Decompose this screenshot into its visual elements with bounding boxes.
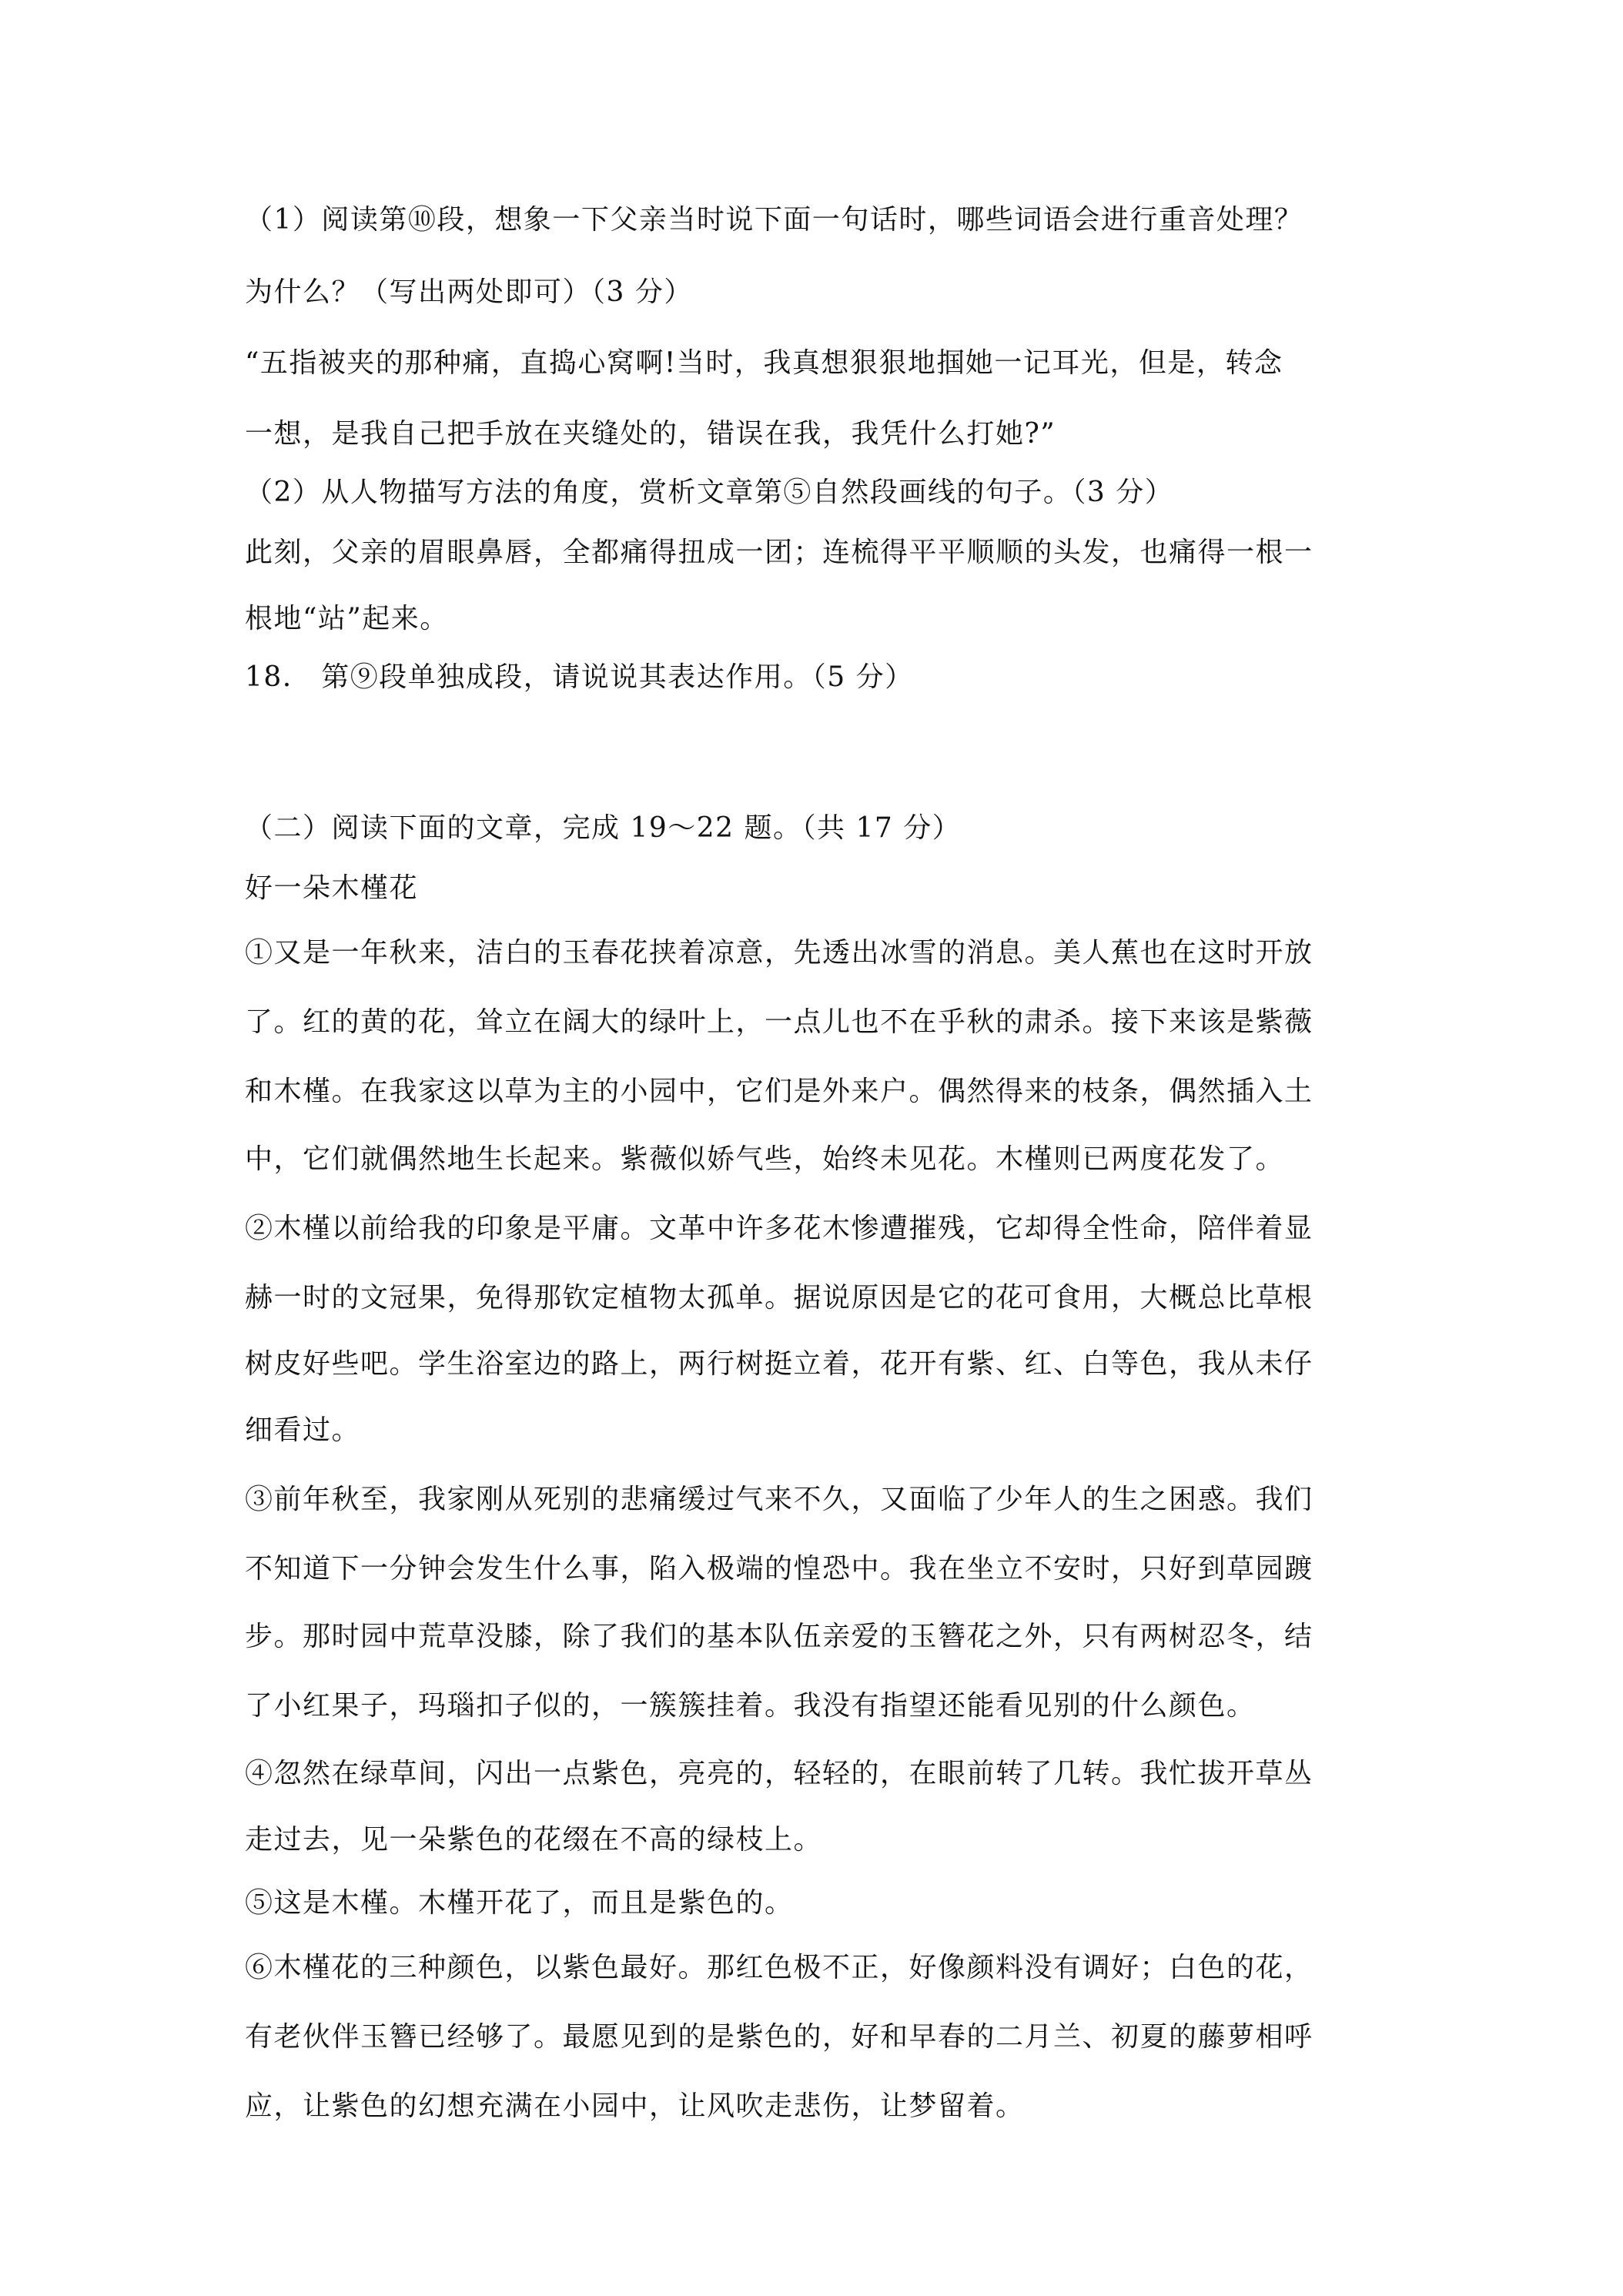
paragraph-line: 应，让紫色的幻想充满在小园中，让风吹走悲伤，让梦留着。 [245, 2090, 1025, 2122]
paragraph-line: 有老伙伴玉簪已经够了。最愿见到的是紫色的，好和早春的二月兰、初夏的藤萝相呼 [245, 2021, 1313, 2053]
paragraph-line: ③前年秋至，我家刚从死别的悲痛缓过气来不久，又面临了少年人的生之困惑。我们 [245, 1484, 1313, 1515]
paragraph-line: ①又是一年秋来，洁白的玉春花挟着凉意，先透出冰雪的消息。美人蕉也在这时开放 [245, 937, 1313, 969]
paragraph-line: 步。那时园中荒草没膝，除了我们的基本队伍亲爱的玉簪花之外，只有两树忍冬，结 [245, 1621, 1313, 1652]
paragraph-line: 树皮好些吧。学生浴室边的路上，两行树挺立着，花开有紫、红、白等色，我从未仔 [245, 1348, 1313, 1380]
paragraph-line: ②木槿以前给我的印象是平庸。文革中许多花木惨遭摧残，它却得全性命，陪伴着显 [245, 1213, 1313, 1244]
quote-line-cont: 一想，是我自己把手放在夹缝处的，错误在我，我凭什么打她?” [245, 418, 1056, 450]
sentence-line: 此刻，父亲的眉眼鼻唇，全都痛得扭成一团；连梳得平平顺顺的头发，也痛得一根一 [245, 537, 1313, 568]
paragraph-line: 了。红的黄的花，耸立在阔大的绿叶上，一点儿也不在乎秋的肃杀。接下来该是紫薇 [245, 1006, 1313, 1038]
quote-line: “五指被夹的那种痛，直捣心窝啊!当时，我真想狠狠地掴她一记耳光，但是，转念 [245, 347, 1283, 379]
paragraph-line: ⑥木槿花的三种颜色，以紫色最好。那红色极不正，好像颜料没有调好；白色的花， [245, 1952, 1313, 1983]
question-18: 18. 第⑨段单独成段，请说说其表达作用。（5 分） [245, 661, 914, 693]
paragraph-line: 赫一时的文冠果，免得那钦定植物太孤单。据说原因是它的花可食用，大概总比草根 [245, 1282, 1313, 1314]
paragraph-line: 和木槿。在我家这以草为主的小园中，它们是外来户。偶然得来的枝条，偶然插入土 [245, 1076, 1313, 1107]
question-1-prompt: （1）阅读第⑩段，想象一下父亲当时说下面一句话时，哪些词语会进行重音处理？ [245, 204, 1303, 236]
paragraph-line: 不知道下一分钟会发生什么事，陷入极端的惶恐中。我在坐立不安时，只好到草园踱 [245, 1553, 1313, 1585]
section-2-heading: （二）阅读下面的文章，完成 19～22 题。（共 17 分） [245, 812, 962, 844]
paragraph-line: ⑤这是木槿。木槿开花了，而且是紫色的。 [245, 1887, 794, 1919]
article-title: 好一朵木槿花 [245, 872, 419, 904]
paragraph-line: 走过去，见一朵紫色的花缀在不高的绿枝上。 [245, 1824, 823, 1856]
question-2-prompt: （2）从人物描写方法的角度，赏析文章第⑤自然段画线的句子。（3 分） [245, 477, 1174, 508]
paragraph-line: 了小红果子，玛瑙扣子似的，一簇簇挂着。我没有指望还能看见别的什么颜色。 [245, 1690, 1256, 1722]
paragraph-line: ④忽然在绿草间，闪出一点紫色，亮亮的，轻轻的，在眼前转了几转。我忙拔开草丛 [245, 1758, 1313, 1789]
sentence-line-cont: 根地“站”起来。 [245, 603, 449, 634]
question-1-prompt-cont: 为什么？（写出两处即可）（3 分） [245, 276, 693, 308]
paragraph-line: 细看过。 [245, 1414, 361, 1446]
paragraph-line: 中，它们就偶然地生长起来。紫薇似娇气些，始终未见花。木槿则已两度花发了。 [245, 1143, 1285, 1175]
